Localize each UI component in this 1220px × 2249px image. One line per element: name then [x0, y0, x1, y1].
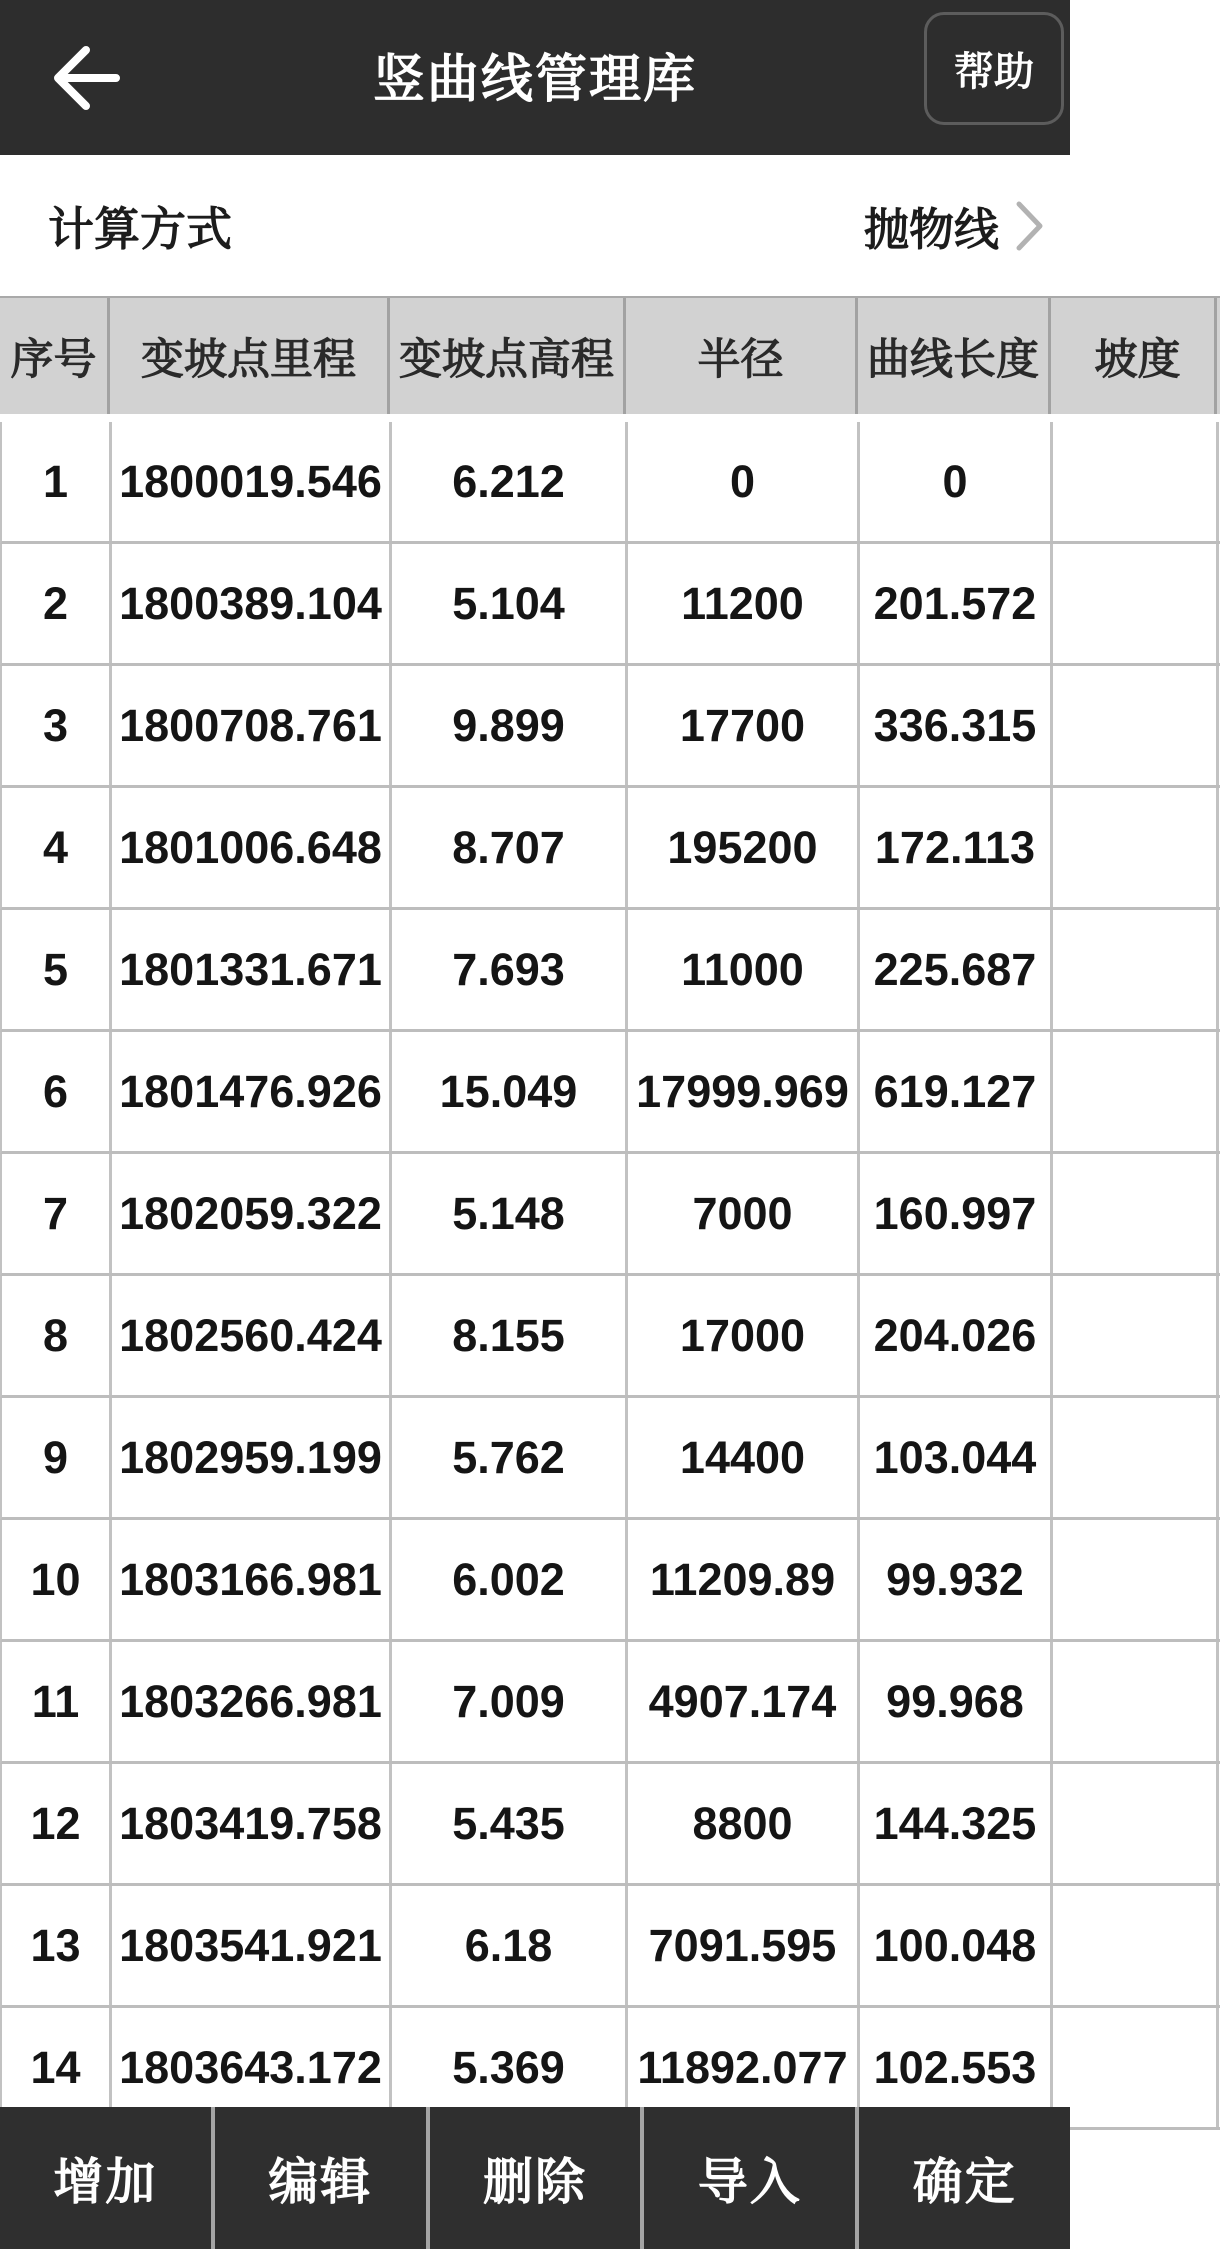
cell-elevation: 6.002: [392, 1520, 628, 1639]
cell-slope-partial: [1053, 1886, 1219, 2005]
cell-elevation: 5.104: [392, 544, 628, 663]
calc-method-row[interactable]: [0, 155, 1070, 296]
table-row[interactable]: [0, 788, 1220, 910]
cell-radius: 11209.89: [628, 1520, 860, 1639]
cell-curve-length: 619.127: [860, 1032, 1053, 1151]
table-row[interactable]: [0, 1276, 1220, 1398]
top-bar: [0, 0, 1070, 155]
cell-curve-length: 0: [860, 422, 1053, 541]
confirm-button[interactable]: 确定: [855, 2107, 1070, 2249]
cell-radius: 17000: [628, 1276, 860, 1395]
cell-mileage: 1802560.424: [112, 1276, 392, 1395]
bottom-action-bar: [0, 2107, 1070, 2249]
cell-slope-partial: [1053, 1764, 1219, 1883]
table-row[interactable]: [0, 1642, 1220, 1764]
cell-curve-length: 204.026: [860, 1276, 1053, 1395]
table-header-cell: 坡度: [1051, 298, 1217, 414]
cell-mileage: 1803541.921: [112, 1886, 392, 2005]
cell-elevation: 5.435: [392, 1764, 628, 1883]
delete-button[interactable]: 删除: [426, 2107, 641, 2249]
cell-index: 11: [2, 1642, 112, 1761]
cell-elevation: 5.369: [392, 2008, 628, 2127]
cell-slope-partial: [1053, 666, 1219, 785]
cell-radius: 11000: [628, 910, 860, 1029]
table-body: [0, 422, 1070, 2130]
import-button[interactable]: 导入: [640, 2107, 855, 2249]
cell-radius: 8800: [628, 1764, 860, 1883]
cell-index: 14: [2, 2008, 112, 2127]
cell-mileage: 1801006.648: [112, 788, 392, 907]
cell-mileage: 1801331.671: [112, 910, 392, 1029]
cell-radius: 0: [628, 422, 860, 541]
cell-curve-length: 99.968: [860, 1642, 1053, 1761]
cell-radius: 14400: [628, 1398, 860, 1517]
cell-index: 2: [2, 544, 112, 663]
cell-radius: 17999.969: [628, 1032, 860, 1151]
cell-curve-length: 103.044: [860, 1398, 1053, 1517]
chevron-right-icon: [1015, 200, 1045, 252]
cell-mileage: 1800389.104: [112, 544, 392, 663]
table-row[interactable]: [0, 1764, 1220, 1886]
cell-elevation: 15.049: [392, 1032, 628, 1151]
cell-mileage: 1802959.199: [112, 1398, 392, 1517]
cell-elevation: 5.762: [392, 1398, 628, 1517]
cell-slope-partial: [1053, 1642, 1219, 1761]
cell-slope-partial: [1053, 1032, 1219, 1151]
cell-elevation: 8.155: [392, 1276, 628, 1395]
cell-index: 10: [2, 1520, 112, 1639]
cell-curve-length: 144.325: [860, 1764, 1053, 1883]
cell-radius: 7091.595: [628, 1886, 860, 2005]
table-row[interactable]: [0, 1520, 1220, 1642]
cell-index: 9: [2, 1398, 112, 1517]
table-row[interactable]: [0, 544, 1220, 666]
cell-slope-partial: [1053, 910, 1219, 1029]
table-header-cell: 曲线长度: [858, 298, 1051, 414]
cell-elevation: 8.707: [392, 788, 628, 907]
table-header-cell: 变坡点里程: [110, 298, 390, 414]
table-row[interactable]: [0, 422, 1220, 544]
cell-mileage: 1803266.981: [112, 1642, 392, 1761]
cell-elevation: 7.693: [392, 910, 628, 1029]
curve-table: [0, 296, 1181, 2249]
calc-method-value: 抛物线: [863, 204, 999, 255]
cell-index: 12: [2, 1764, 112, 1883]
cell-curve-length: 100.048: [860, 1886, 1053, 2005]
cell-curve-length: 99.932: [860, 1520, 1053, 1639]
cell-mileage: 1801476.926: [112, 1032, 392, 1151]
cell-curve-length: 225.687: [860, 910, 1053, 1029]
cell-mileage: 1800708.761: [112, 666, 392, 785]
calc-method-label: 计算方式: [48, 202, 232, 255]
cell-curve-length: 336.315: [860, 666, 1053, 785]
cell-slope-partial: [1053, 1520, 1219, 1639]
table-header-cell: 变坡点高程: [390, 298, 626, 414]
table-header-cell: 序号: [0, 298, 110, 414]
table-header-cell: 半径: [626, 298, 858, 414]
cell-mileage: 1803643.172: [112, 2008, 392, 2127]
table-row[interactable]: [0, 1032, 1220, 1154]
cell-index: 7: [2, 1154, 112, 1273]
cell-index: 13: [2, 1886, 112, 2005]
cell-slope-partial: [1053, 1276, 1219, 1395]
page-title: 竖曲线管理库: [372, 50, 697, 109]
cell-elevation: 9.899: [392, 666, 628, 785]
cell-slope-partial: [1053, 422, 1219, 541]
cell-slope-partial: [1053, 1398, 1219, 1517]
cell-curve-length: 201.572: [860, 544, 1053, 663]
cell-curve-length: 172.113: [860, 788, 1053, 907]
cell-index: 1: [2, 422, 112, 541]
cell-slope-partial: [1053, 544, 1219, 663]
cell-elevation: 6.212: [392, 422, 628, 541]
table-header-row: [0, 296, 1220, 422]
cell-slope-partial: [1053, 788, 1219, 907]
table-row[interactable]: [0, 1154, 1220, 1276]
edit-button[interactable]: 编辑: [211, 2107, 426, 2249]
table-row[interactable]: [0, 910, 1220, 1032]
cell-mileage: 1803166.981: [112, 1520, 392, 1639]
table-row[interactable]: [0, 1886, 1220, 2008]
help-button[interactable]: 帮助: [924, 12, 1064, 125]
cell-radius: 4907.174: [628, 1642, 860, 1761]
cell-curve-length: 102.553: [860, 2008, 1053, 2127]
cell-radius: 7000: [628, 1154, 860, 1273]
cell-slope-partial: [1053, 1154, 1219, 1273]
add-button[interactable]: 增加: [0, 2107, 211, 2249]
cell-elevation: 5.148: [392, 1154, 628, 1273]
cell-slope-partial: [1053, 2008, 1219, 2127]
cell-curve-length: 160.997: [860, 1154, 1053, 1273]
cell-mileage: 1800019.546: [112, 422, 392, 541]
cell-index: 8: [2, 1276, 112, 1395]
cell-radius: 17700: [628, 666, 860, 785]
table-row[interactable]: [0, 1398, 1220, 1520]
cell-radius: 11892.077: [628, 2008, 860, 2127]
cell-mileage: 1802059.322: [112, 1154, 392, 1273]
cell-elevation: 7.009: [392, 1642, 628, 1761]
cell-mileage: 1803419.758: [112, 1764, 392, 1883]
table-row[interactable]: [0, 666, 1220, 788]
cell-index: 6: [2, 1032, 112, 1151]
cell-radius: 195200: [628, 788, 860, 907]
cell-index: 5: [2, 910, 112, 1029]
cell-index: 4: [2, 788, 112, 907]
cell-index: 3: [2, 666, 112, 785]
cell-radius: 11200: [628, 544, 860, 663]
cell-elevation: 6.18: [392, 1886, 628, 2005]
